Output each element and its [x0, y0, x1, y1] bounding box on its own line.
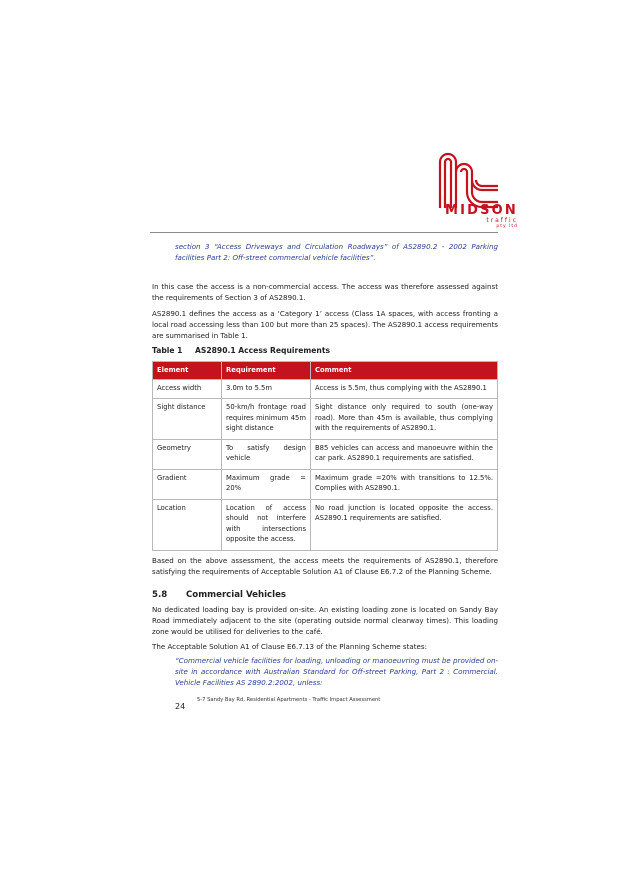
brand-block — [420, 203, 518, 229]
table-header-row — [153, 362, 498, 380]
cell-element: Geometry — [153, 439, 222, 469]
cell-requirement: To satisfy design vehicle — [222, 439, 311, 469]
table-row — [153, 469, 498, 499]
paragraph-category: AS2890.1 defines the access as a ‘Category 1’ access (Class 1A spaces, with access fronting a local road accessing less than 100 but more than 25 spaces). The AS2890.1 access requirements are summarised in Table 1. — [152, 309, 498, 340]
cell-requirement: 3.0m to 5.5m — [222, 379, 311, 399]
brand-subtitle-small: pty ltd — [496, 224, 518, 229]
table-caption-number: Table 1 — [152, 346, 183, 355]
table-caption-title: AS2890.1 Access Requirements — [195, 346, 330, 355]
footer-text: 5-7 Sandy Bay Rd, Residential Apartments - Traffic Impact Assessment — [197, 697, 381, 703]
quote-standard: section 3 “Access Driveways and Circulation Roadways” of AS2890.2 - 2002 Parking facilities Part 2: Off-street commercial vehicle facilities”. — [175, 242, 498, 262]
paragraph-acceptable-solution: The Acceptable Solution A1 of Clause E6.7.13 of the Planning Scheme states: — [152, 642, 427, 651]
cell-comment: Maximum grade =20% with transitions to 12.5%. Complies with AS2890.1. — [311, 469, 498, 499]
cell-requirement: Location of access should not interfere with intersections opposite the access. — [222, 499, 311, 550]
paragraph-assessment-conclusion: Based on the above assessment, the access meets the requirements of AS2890.1, therefore satisfying the requirements of Acceptable Solution A1 of Clause E6.7.2 of the Planning Scheme. — [152, 556, 498, 576]
cell-element: Gradient — [153, 469, 222, 499]
cell-comment: Sight distance only required to south (one-way road). More than 45m is available, thus complying with the requirements of AS2890.1. — [311, 399, 498, 440]
column-header-requirement: Requirement — [222, 362, 311, 380]
cell-comment: Access is 5.5m, thus complying with the AS2890.1 — [311, 379, 498, 399]
table-row — [153, 499, 498, 550]
table-row — [153, 439, 498, 469]
section-number: 5.8 — [152, 590, 168, 600]
brand-subtitle: traffic — [486, 217, 518, 224]
cell-element: Location — [153, 499, 222, 550]
column-header-element: Element — [153, 362, 222, 380]
quote-commercial-vehicles: “Commercial vehicle facilities for loading, unloading or manoeuvring must be provided on-site in accordance with Australian Standard for Off-street Parking, Part 2 : Commercial. Vehicle Facilities AS 2890.2:2002, unless: — [175, 656, 498, 687]
header-divider — [150, 232, 498, 233]
cell-comment: No road junction is located opposite the access. AS2890.1 requirements are satisfied. — [311, 499, 498, 550]
paragraph-access-type: In this case the access is a non-commercial access. The access was therefore assessed against the requirements of Section 3 of AS2890.1. — [152, 282, 498, 302]
cell-element: Sight distance — [153, 399, 222, 440]
table-caption — [152, 346, 330, 355]
cell-comment: B85 vehicles can access and manoeuvre within the car park. AS2890.1 requirements are satisfied. — [311, 439, 498, 469]
section-heading — [152, 590, 286, 600]
brand-name: MIDSON — [444, 203, 518, 218]
midson-logo-icon — [436, 152, 500, 210]
table-row — [153, 399, 498, 440]
paragraph-loading-zone: No dedicated loading bay is provided on-site. An existing loading zone is located on Sandy Bay Road immediately adjacent to the site (operating outside normal clearway times). This loading zone would be utilised for deliveries to the café. — [152, 605, 498, 636]
table-row — [153, 379, 498, 399]
column-header-comment: Comment — [311, 362, 498, 380]
cell-requirement: 50-km/h frontage road requires minimum 45m sight distance — [222, 399, 311, 440]
section-title: Commercial Vehicles — [186, 590, 287, 600]
page-number: 24 — [175, 702, 186, 711]
cell-element: Access width — [153, 379, 222, 399]
cell-requirement: Maximum grade = 20% — [222, 469, 311, 499]
access-requirements-table — [152, 361, 498, 551]
